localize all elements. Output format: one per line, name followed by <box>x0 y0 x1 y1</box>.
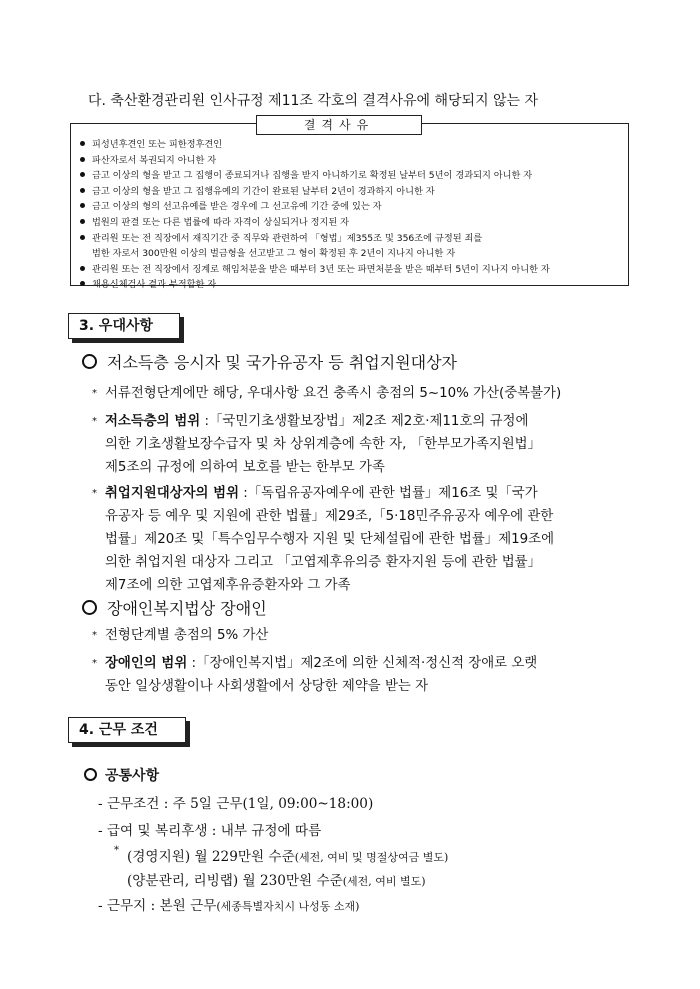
bullet-dot-icon <box>80 203 85 208</box>
bullet-dot-icon <box>80 266 85 271</box>
bullet-dot-icon <box>80 172 85 177</box>
group-low-income-heading: 저소득층 응시자 및 국가유공자 등 취업지원대상자 <box>82 350 457 373</box>
disqualification-item <box>80 278 216 291</box>
disqualification-item <box>80 216 349 229</box>
salary-benefits: - 급여 및 복리후생 : 내부 규정에 따름 <box>98 823 322 839</box>
disqualification-item <box>80 154 216 167</box>
disqualification-item <box>80 263 550 276</box>
disqualification-item-text: 금고 이상의 형을 받고 그 집행유예의 기간이 완료된 날부터 2년이 경과하지 아니한 자 <box>92 185 435 197</box>
asterisk-icon: * <box>114 845 119 856</box>
bullet-dot-icon <box>80 235 85 240</box>
asterisk-icon: * <box>92 388 97 399</box>
disqualification-item-text: 법원의 판결 또는 다른 법률에 따라 자격이 상실되거나 정지된 자 <box>92 217 350 228</box>
disqualification-item <box>80 232 482 245</box>
bullet-dot-icon <box>80 141 85 146</box>
disqualification-item-text: 관리원 또는 전 직장에서 재직기간 중 직무와 관련하여 「형법」제355조 및 356조에 규정된 죄를 <box>92 232 483 244</box>
work-location: - 근무지 : 본원 근무(세종특별자치시 나성동 소재) <box>98 898 360 914</box>
asterisk-icon: * <box>92 630 97 641</box>
bullet-dot-icon <box>80 219 85 224</box>
section-3-heading: 3. 우대사항 <box>68 313 180 339</box>
disqualification-item-text: 채용신체검사 결과 부적합한 자 <box>92 279 217 291</box>
note-doc-stage: * 서류전형단계에만 해당, 우대사항 요건 충족시 총점의 5~10% 가산(중복불가) <box>92 382 561 405</box>
box-title: 결격사유 <box>256 115 422 135</box>
note-employment-support-scope: * 취업지원대상자의 범위 :「독립유공자예우에 관한 법률」제16조 및「국가 유공자 등 예우 및 지원에 관한 법률」제29조,「5·18민주유공자 예우에 관한 법률」제20조 및「특수임무수행자 지원 및 단체설립에 관한 법률」제19조에 의한 취업지원 대상자 그리고 「고엽제후유의증 환자지원 등에 관한 법률」 제7조에 의한 고엽제후유증환자와 그 가족 <box>92 482 554 597</box>
section-4-heading: 4. 근무 조건 <box>68 717 186 743</box>
work-conditions: - 근무조건 : 주 5일 근무(1일, 09:00~18:00) <box>98 796 374 812</box>
bullet-dot-icon <box>80 188 85 193</box>
disqualification-item-continued <box>80 247 455 260</box>
disqualification-item-text: 파산자로서 복권되지 아니한 자 <box>92 154 217 166</box>
group-common-heading: 공통사항 <box>84 765 159 785</box>
circle-bullet-icon <box>84 768 97 781</box>
intro-text: 다. 축산환경관리원 인사규정 제11조 각호의 결격사유에 해당되지 않는 자 <box>88 93 539 109</box>
disqualification-item <box>80 138 222 151</box>
disqualification-item-text: 금고 이상의 형의 선고유예를 받은 경우에 그 선고유예 기간 중에 있는 자 <box>92 201 382 213</box>
disqualification-item-text: 관리원 또는 전 직장에서 징계로 해임처분을 받은 때부터 3년 또는 파면처분을 받은 때부터 5년이 지나지 아니한 자 <box>92 263 550 275</box>
disqualification-item <box>80 200 382 213</box>
bullet-dot-icon <box>80 281 85 286</box>
disqualification-item-text: 금고 이상의 형을 받고 그 집행이 종료되거나 집행을 받지 아니하기로 확정된 날부터 5년이 경과되지 아니한 자 <box>92 170 533 182</box>
bullet-dot-icon <box>80 157 85 162</box>
note-disability-scope: * 장애인의 범위 :「장애인복지법」제2조에 의한 신체적·정신적 장애로 오랫 동안 일상생활이나 사회생활에서 상당한 제약을 받는 자 <box>92 652 537 698</box>
disqualification-item-text: 범한 자로서 300만원 이상의 벌금형을 선고받고 그 형이 확정된 후 2년이 지나지 아니한 자 <box>92 248 456 260</box>
asterisk-icon: * <box>92 416 97 427</box>
circle-bullet-icon <box>82 354 97 369</box>
disqualification-item <box>80 185 435 198</box>
salary-management-support: * (경영지원) 월 229만원 수준(세전, 여비 및 명절상여금 별도) <box>114 845 449 865</box>
circle-bullet-icon <box>82 600 97 615</box>
note-low-income-scope: * 저소득층의 범위 :「국민기초생활보장법」제2조 제2호·제11호의 규정에 의한 기초생활보장수급자 및 차 상위계층에 속한 자, 「한부모가족지원법」 제5조의 규정에 의하여 보호를 받는 한부모 가족 <box>92 410 541 479</box>
asterisk-icon: * <box>92 658 97 669</box>
disqualification-item <box>80 169 532 182</box>
asterisk-icon: * <box>92 488 97 499</box>
salary-nutrient-livinglab: (양분관리, 리빙랩) 월 230만원 수준(세전, 여비 별도) <box>127 873 426 889</box>
disqualification-item-text: 피성년후견인 또는 피한정후견인 <box>92 139 223 150</box>
group-disability-heading: 장애인복지법상 장애인 <box>82 596 267 619</box>
note-disability-bonus: * 전형단계별 총점의 5% 가산 <box>92 624 268 647</box>
